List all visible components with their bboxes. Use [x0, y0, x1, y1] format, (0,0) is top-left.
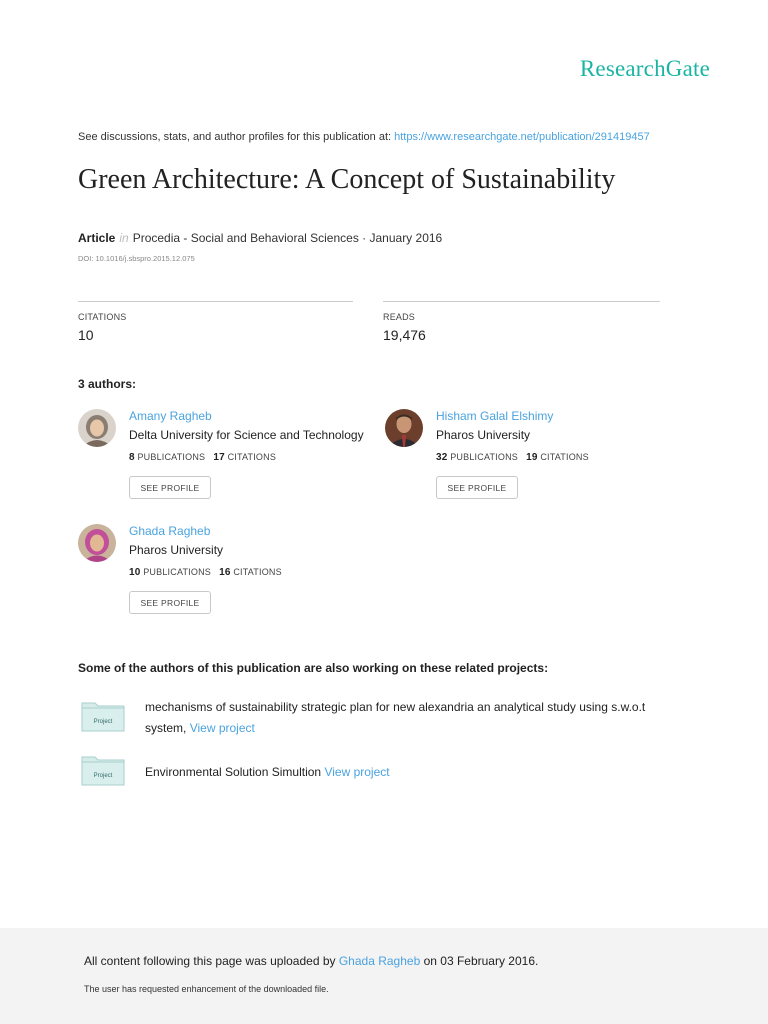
project-title: mechanisms of sustainability strategic plan for new alexandria an analytical study using s.w.o.t system, [145, 700, 646, 735]
citations-label: CITATIONS [227, 452, 277, 462]
divider [383, 301, 660, 302]
citations-label: CITATIONS [540, 452, 589, 462]
project-folder-icon[interactable] [81, 700, 125, 732]
see-profile-button[interactable]: SEE PROFILE [129, 476, 211, 499]
project-icon-label: Project [93, 719, 113, 725]
view-project-link[interactable]: View project [324, 765, 390, 779]
publications-count: 32 [436, 452, 448, 463]
citations-count: 19 [526, 452, 538, 463]
publications-label: PUBLICATIONS [137, 452, 206, 462]
divider [78, 301, 353, 302]
author-affiliation: Pharos University [129, 543, 224, 557]
author-name-link[interactable]: Hisham Galal Elshimy [436, 409, 554, 423]
project-folder-icon[interactable] [81, 754, 125, 786]
citations-count: 10 [78, 327, 94, 343]
project-icon-label: Project [93, 773, 113, 779]
authors-heading: 3 authors: [78, 377, 137, 391]
project-item [145, 762, 665, 783]
publication-venue: Procedia - Social and Behavioral Sciences · January 2016 [132, 231, 443, 245]
upload-suffix: on 03 February 2016. [420, 954, 539, 968]
reads-label: READS [383, 312, 416, 322]
publication-url-link[interactable]: https://www.researchgate.net/publication/291419457 [394, 131, 650, 143]
upload-prefix: All content following this page was uploaded by [84, 954, 339, 968]
publication-title: Green Architecture: A Concept of Sustainability [78, 164, 616, 195]
enhancement-note: The user has requested enhancement of the downloaded file. [84, 984, 329, 994]
reads-count: 19,476 [383, 327, 426, 343]
citations-count: 17 [213, 452, 225, 463]
researchgate-logo[interactable]: ResearchGate [579, 56, 710, 81]
citations-label: CITATIONS [233, 567, 282, 577]
discussion-prefix: See discussions, stats, and author profiles for this publication at: [78, 131, 395, 143]
upload-note [84, 954, 538, 968]
see-profile-button[interactable]: SEE PROFILE [129, 591, 211, 614]
footer [0, 928, 768, 1024]
see-profile-button[interactable]: SEE PROFILE [436, 476, 518, 499]
author-affiliation: Pharos University [436, 428, 531, 442]
avatar[interactable] [78, 409, 116, 447]
publication-doi: DOI: 10.1016/j.sbspro.2015.12.075 [78, 254, 195, 263]
publications-count: 8 [129, 452, 135, 463]
publications-label: PUBLICATIONS [450, 452, 518, 462]
avatar[interactable] [78, 524, 116, 562]
author-affiliation: Delta University for Science and Technology [129, 428, 364, 442]
author-stats [129, 452, 276, 463]
author-name-link[interactable]: Amany Ragheb [129, 409, 212, 423]
publications-count: 10 [129, 567, 141, 578]
author-name-link[interactable]: Ghada Ragheb [129, 524, 211, 538]
publication-type: Article [78, 231, 116, 245]
citations-label: CITATIONS [78, 312, 127, 322]
publications-label: PUBLICATIONS [143, 567, 211, 577]
projects-heading: Some of the authors of this publication are also working on these related projects: [78, 661, 549, 675]
project-title: Environmental Solution Simultion [145, 765, 322, 779]
discussion-line [78, 131, 650, 143]
avatar[interactable] [385, 409, 423, 447]
uploader-link[interactable]: Ghada Ragheb [338, 954, 421, 968]
author-stats [129, 567, 282, 578]
view-project-link[interactable]: View project [189, 721, 255, 735]
publication-meta [78, 231, 442, 245]
citations-count: 16 [219, 567, 231, 578]
in-word: in [119, 231, 129, 245]
project-item [145, 697, 665, 739]
author-stats [436, 452, 589, 463]
